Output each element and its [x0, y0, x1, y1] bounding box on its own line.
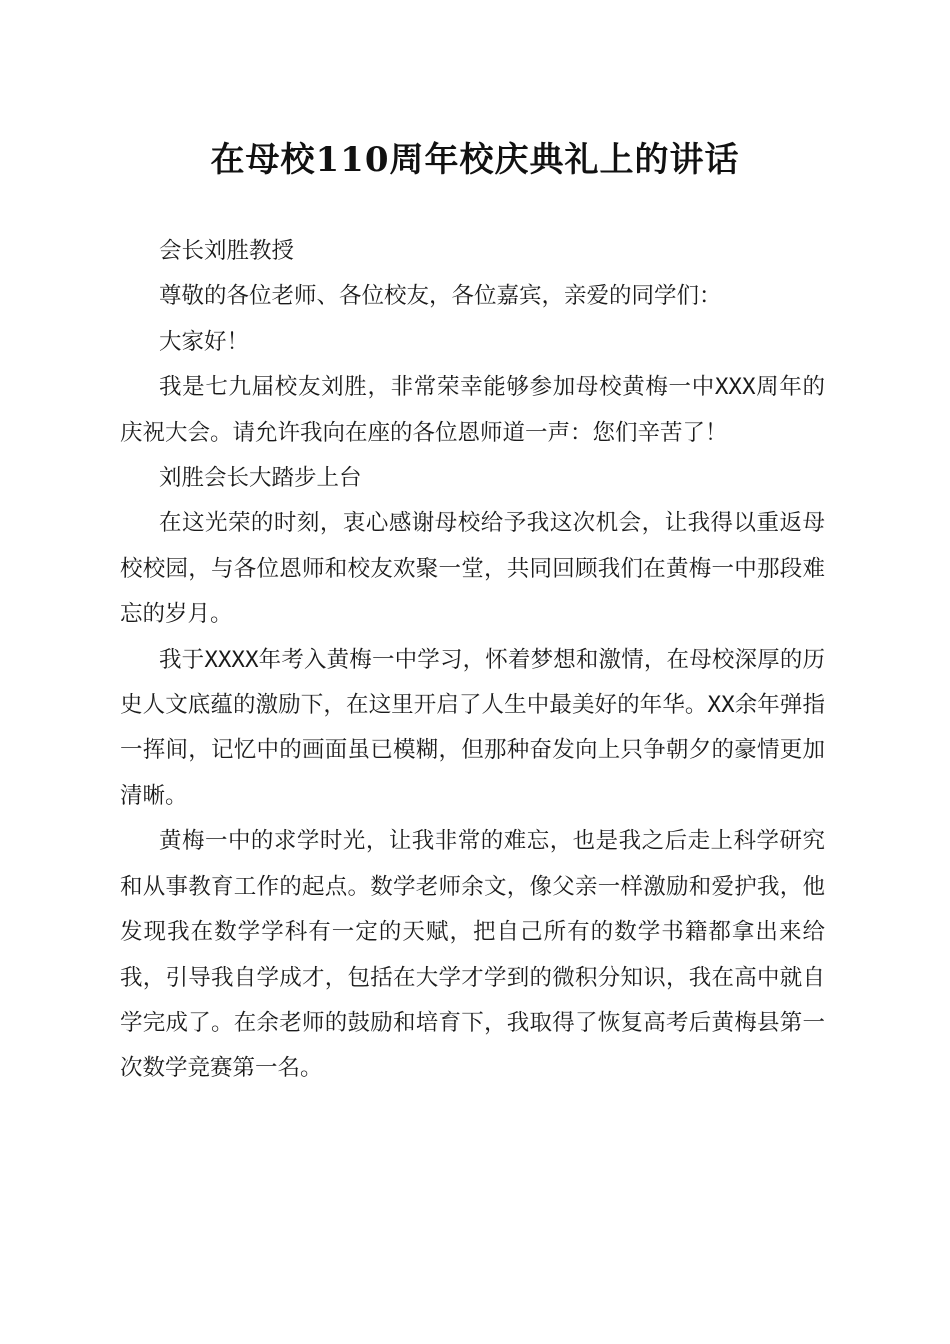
- paragraph-gratitude: 在这光荣的时刻，衷心感谢母校给予我这次机会，让我得以重返母校校园，与各位恩师和校友欢聚一堂，共同回顾我们在黄梅一中那段难忘的岁月。: [120, 510, 825, 628]
- paragraph-study-years: 黄梅一中的求学时光，让我非常的难忘，也是我之后走上科学研究和从事教育工作的起点。数学老师余文，像父亲一样激励和爱护我，他发现我在数学学科有一定的天赋，把自己所有的数学书籍都拿出来给我，引导我自学成才，包括在大学才学到的微积分知识，我在高中就自学完成了。在余老师的鼓励和培育下，我取得了恢复高考后黄梅县第一次数学竞赛第一名。: [120, 828, 825, 1082]
- paragraph-greeting: 大家好！: [159, 328, 250, 355]
- paragraph-salutation: 尊敬的各位老师、各位校友，各位嘉宾，亲爱的同学们：: [159, 283, 722, 310]
- document-body: [120, 229, 825, 1092]
- document-title: 在母校110周年校庆典礼上的讲话: [210, 140, 740, 180]
- paragraph-stage-note: 刘胜会长大踏步上台: [159, 465, 362, 492]
- paragraph-memories: 我于XXXX年考入黄梅一中学习，怀着梦想和激情，在母校深厚的历史人文底蕴的激励下，在这里开启了人生中最美好的年华。XX余年弹指一挥间，记忆中的画面虽已模糊，但那种奋发向上只争朝夕的豪情更加清晰。: [120, 646, 825, 809]
- paragraph-addressee: 会长刘胜教授: [159, 238, 295, 264]
- paragraph-introduction: 我是七九届校友刘胜，非常荣幸能够参加母校黄梅一中XXX周年的庆祝大会。请允许我向在座的各位恩师道一声：您们辛苦了！: [120, 374, 825, 446]
